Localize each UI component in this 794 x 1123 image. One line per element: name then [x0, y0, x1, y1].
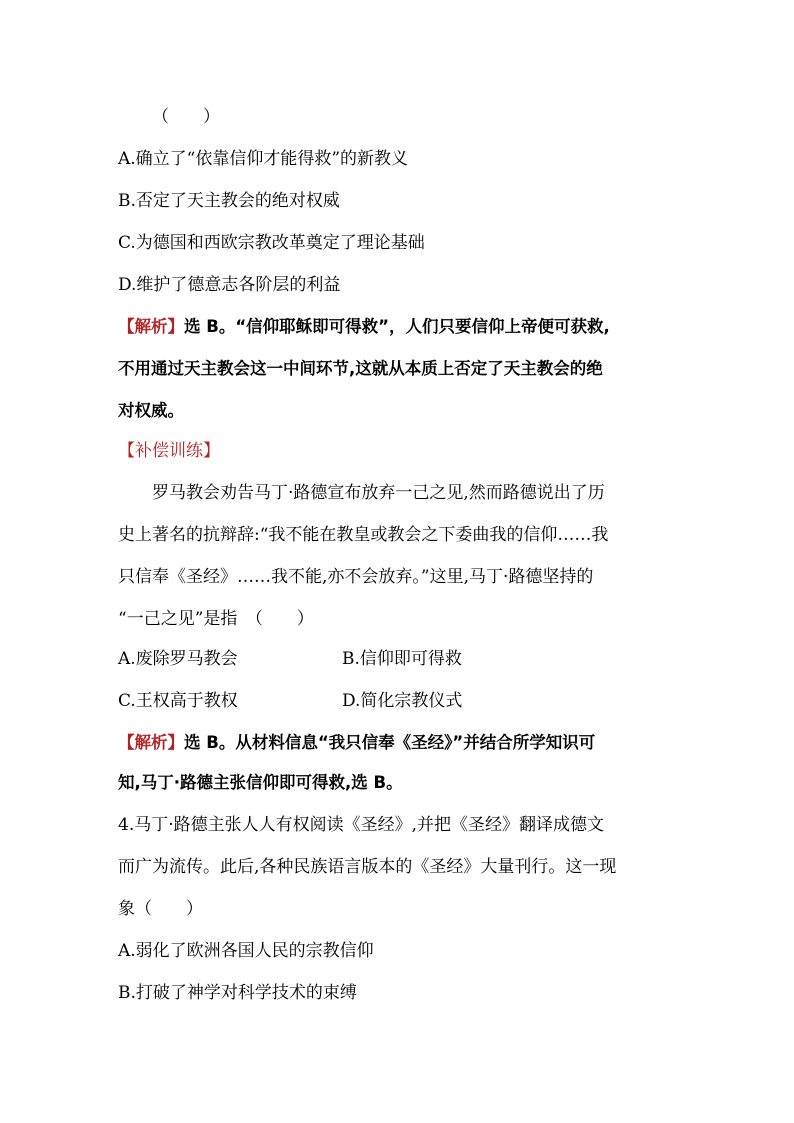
analysis-tag: 【解析】 — [118, 317, 184, 336]
analysis-line-3: 对权威。 — [118, 401, 184, 420]
analysis-line-1 — [118, 316, 678, 338]
q4-stem-line-1: 4.马丁·路德主张人人有权阅读《圣经》,并把《圣经》翻译成德文 — [118, 815, 605, 835]
compensation-analysis-line-2: 知,马丁·路德主张信仰即可得救,选 B。 — [118, 773, 403, 792]
q4-option-b: B.打破了神学对科学技术的束缚 — [118, 983, 357, 1003]
compensation-analysis-tag: 【解析】 — [118, 733, 184, 752]
compensation-stem-line-3: 只信奉《圣经》……我不能,亦不会放弃。”这里,马丁·路德坚持的 — [118, 567, 594, 587]
compensation-option-d: D.简化宗教仪式 — [342, 691, 463, 711]
compensation-option-c: C.王权高于教权 — [118, 691, 238, 711]
compensation-options-row-1 — [118, 648, 678, 670]
option-b: B.否定了天主教会的绝对权威 — [118, 191, 340, 211]
analysis-text: 选 B。“信仰耶稣即可得救”，人们只要信仰上帝便可获救, — [184, 317, 610, 336]
compensation-option-b: B.信仰即可得救 — [342, 649, 462, 669]
compensation-stem-line-2: 史上著名的抗辩辞:“我不能在教皇或教会之下委曲我的信仰……我 — [118, 525, 609, 545]
analysis-line-2: 不用通过天主教会这一中间环节,这就从本质上否定了天主教会的绝 — [118, 359, 603, 378]
q4-stem-line-2: 而广为流传。此后,各种民族语言版本的《圣经》大量刊行。这一现 — [118, 857, 617, 877]
compensation-heading — [118, 440, 678, 462]
compensation-tag: 【补偿训练】 — [118, 441, 220, 461]
compensation-analysis-line-1 — [118, 732, 678, 754]
compensation-options-row-2 — [118, 690, 678, 712]
option-d: D.维护了德意志各阶层的利益 — [118, 275, 341, 295]
question-bracket: （ ） — [152, 107, 220, 127]
compensation-option-a: A.废除罗马教会 — [118, 649, 238, 669]
compensation-stem-line-1: 罗马教会劝告马丁·路德宣布放弃一己之见,然而路德说出了历 — [152, 483, 605, 503]
option-a: A.确立了“依靠信仰才能得救”的新教义 — [118, 149, 409, 169]
q4-option-a: A.弱化了欧洲各国人民的宗教信仰 — [118, 941, 374, 961]
compensation-analysis-text: 选 B。从材料信息“我只信奉《圣经》”并结合所学知识可 — [184, 733, 596, 752]
option-c: C.为德国和西欧宗教改革奠定了理论基础 — [118, 233, 425, 253]
compensation-stem-line-4: “一己之见”是指 （ ） — [118, 609, 314, 629]
q4-stem-line-3: 象（ ） — [118, 899, 203, 919]
